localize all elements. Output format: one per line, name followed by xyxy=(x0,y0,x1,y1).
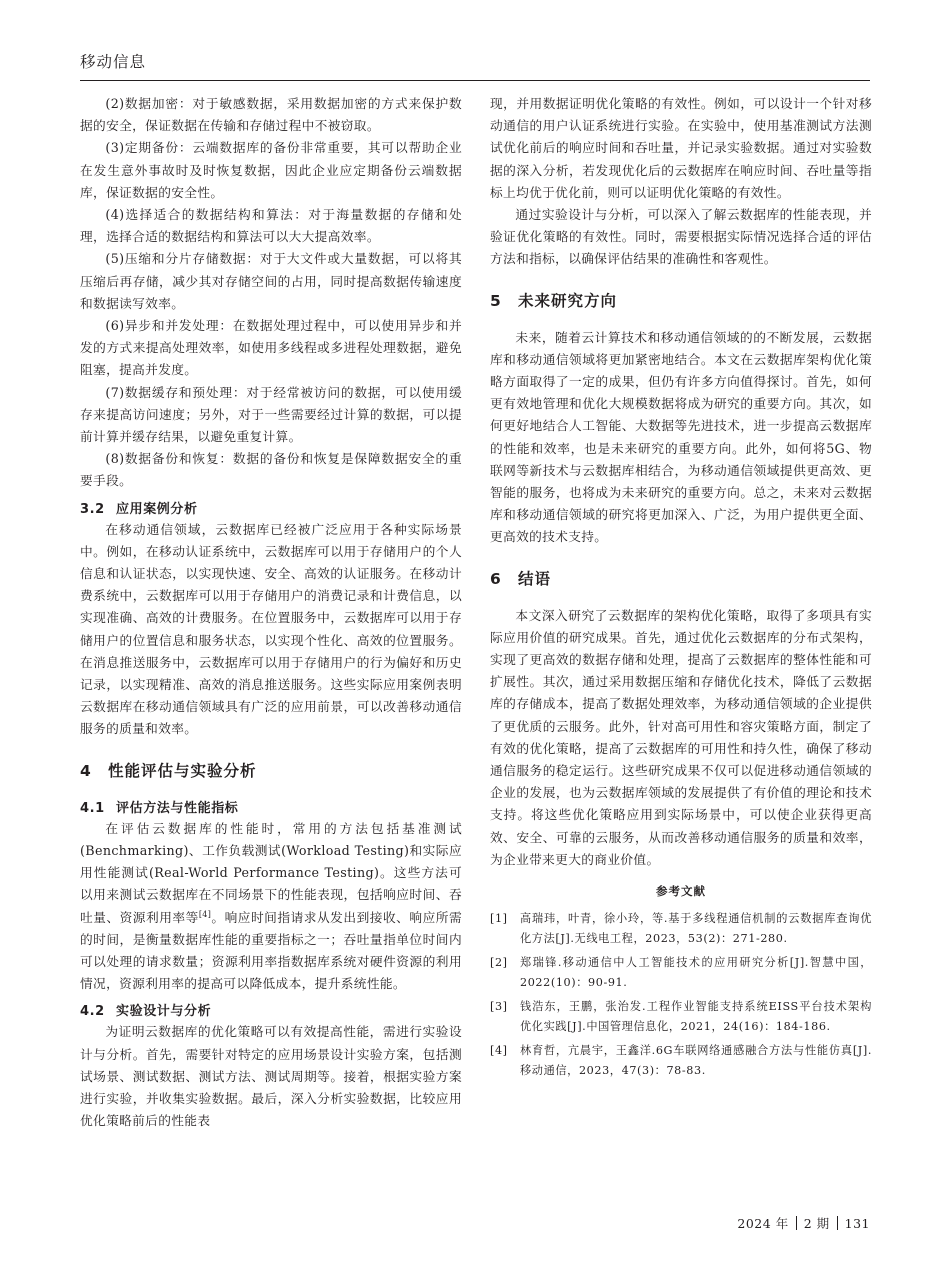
reference-text: 高瑞玮，叶青，徐小玲，等.基于多线程通信机制的云数据库查询优化方法[J].无线电工程，2023，53(2)：271-280. xyxy=(520,912,872,946)
paragraph-conclusion: 本文深入研究了云数据库的架构优化策略，取得了多项具有实际应用价值的研究成果。首先，通过优化云数据库的分布式架构，实现了更高效的数据存储和处理，提高了云数据库的整体性能和可扩展性。其次，通过采用数据压缩和存储优化技术，降低了云数据库的存储成本，提高了数据处理效率，为移动通信领域的企业提供了更优质的云服务。此外，针对高可用性和容灾策略方面，制定了有效的优化策略，提高了云数据库的可用性和持久性，确保了移动通信服务的稳定运行。这些研究成果不仅可以促进移动通信领域的企业的发展，也为云数据库领域的发展提供了有价值的理论和技术支持。将这些优化策略应用到实际场景中，可以使企业获得更高效、安全、可靠的云服务，从而改善移动通信服务的质量和效率，为企业带来更大的商业价值。 xyxy=(490,607,872,867)
section-6-number: 6 xyxy=(490,569,502,588)
paragraph-data-structures: (4)选择适合的数据结构和算法：对于海量数据的存储和处理，选择合适的数据结构和算法可以大大提高效率。 xyxy=(80,207,462,245)
paragraph-data-encryption: (2)数据加密：对于敏感数据，采用数据加密的方式来保护数据的安全，保证数据在传输和存储过程中不被窃取。 xyxy=(80,96,462,134)
reference-number: [2] xyxy=(490,956,508,970)
section-5-heading xyxy=(490,289,872,311)
journal-name: 移动信息 xyxy=(80,53,147,71)
page-footer xyxy=(737,1214,870,1232)
paragraph-regular-backup: (3)定期备份：云端数据库的备份非常重要，其可以帮助企业在发生意外事故时及时恢复数据，因此企业应定期备份云端数据库，保证数据的安全性。 xyxy=(80,140,462,200)
paragraph-future-research: 未来，随着云计算技术和移动通信领域的的不断发展，云数据库和移动通信领域将更加紧密地结合。本文在云数据库架构优化策略方面取得了一定的成果，但仍有许多方向值得探讨。首先，如何更有效地管理和优化大规模数据将成为研究的重要方向。其次，如何更好地结合人工智能、大数据等先进技术，进一步提高云数据库的性能和效率，也是未来研究的重要方向。此外，如何将5G、物联网等新技术与云数据库相结合，为移动通信领域提供更高效、更智能的服务，也将成为未来研究的重要方向。总之，未来对云数据库和移动通信领域的研究将更加深入、广泛，为用户提供更全面、更高效的技术支持。 xyxy=(490,329,872,545)
references-heading: 参考文献 xyxy=(656,884,706,899)
paragraph-evaluation-methods xyxy=(80,818,462,996)
paragraph-backup-restore: (8)数据备份和恢复：数据的备份和恢复是保障数据安全的重要手段。 xyxy=(80,451,462,489)
footer-issue: 2 期 xyxy=(803,1216,830,1231)
evaluation-text-a: 在评估云数据库的性能时，常用的方法包括基准测试(Benchmarking)、工作负载测试(Workload Testing)和实际应用性能测试(Real-World Performance Testing)。这些方法可以用来测试云数据库在不同场景下的性能表现，包括响应时间、吞吐量、资源利用率等 xyxy=(80,820,462,925)
right-column xyxy=(490,93,872,1085)
section-4-1-number: 4.1 xyxy=(80,800,105,816)
reference-text: 钱浩东，王鹏，张治发.工程作业智能支持系统EISS平台技术架构优化实践[J].中国管理信息化，2021，24(16)：184-186. xyxy=(520,1000,872,1034)
footer-year: 2024 年 xyxy=(737,1216,789,1231)
reference-item xyxy=(490,997,872,1037)
section-4-1-heading xyxy=(80,797,462,816)
reference-item xyxy=(490,953,872,993)
left-column xyxy=(80,93,462,1132)
section-3-2-title: 应用案例分析 xyxy=(116,501,198,517)
citation-4: [4] xyxy=(198,909,212,919)
section-5-title: 未来研究方向 xyxy=(518,291,618,310)
paragraph-experiment-design: 为证明云数据库的优化策略可以有效提高性能，需进行实验设计与分析。首先，需要针对特定的应用场景设计实验方案，包括测试场景、测试数据、测试方法、测试周期等。接着，根据实验方案进行实验，并收集实验数据。最后，深入分析实验数据，比较应用优化策略前后的性能表 xyxy=(80,1024,462,1129)
section-4-heading xyxy=(80,759,462,781)
section-5-number: 5 xyxy=(490,291,502,310)
section-6-heading xyxy=(490,567,872,589)
section-4-2-heading xyxy=(80,1000,462,1019)
page-number: 131 xyxy=(844,1216,870,1231)
paragraph-compression-sharding: (5)压缩和分片存储数据：对于大文件或大量数据，可以将其压缩后再存储，减少其对存储空间的占用，同时提高数据传输速度和数据读写效率。 xyxy=(80,251,462,311)
reference-number: [1] xyxy=(490,912,508,926)
paragraph-async-concurrency: (6)异步和并发处理：在数据处理过程中，可以使用异步和并发的方式来提高处理效率，如使用多线程或多进程处理数据，避免阻塞，提高并发度。 xyxy=(80,318,462,378)
reference-text: 郑瑞锋.移动通信中人工智能技术的应用研究分析[J].智慧中国，2022(10)：90-91. xyxy=(520,956,872,990)
header-rule xyxy=(80,80,870,81)
section-4-2-number: 4.2 xyxy=(80,1004,105,1020)
section-4-title: 性能评估与实验分析 xyxy=(108,761,257,780)
reference-item xyxy=(490,1041,872,1081)
paragraph-experiment-summary: 通过实验设计与分析，可以深入了解云数据库的性能表现，并验证优化策略的有效性。同时，需要根据实际情况选择合适的评估方法和指标，以确保评估结果的准确性和客观性。 xyxy=(490,207,872,267)
paragraph-experiment-continued: 现，并用数据证明优化策略的有效性。例如，可以设计一个针对移动通信的用户认证系统进行实验。在实验中，使用基准测试方法测试优化前后的响应时间和吞吐量，并记录实验数据。通过对实验数据的深入分析，若发现优化后的云数据库在响应时间、吞吐量等指标上均优于优化前，则可以证明优化策略的有效性。 xyxy=(490,96,872,200)
section-3-2-heading xyxy=(80,498,462,517)
section-6-title: 结语 xyxy=(518,569,552,588)
section-3-2-number: 3.2 xyxy=(80,501,105,517)
reference-text: 林育哲，亢晨宇，王鑫洋.6G车联网络通感融合方法与性能仿真[J].移动通信，2023，47(3)：78-83. xyxy=(520,1044,872,1078)
footer-separator xyxy=(837,1216,838,1230)
reference-item xyxy=(490,909,872,949)
reference-number: [3] xyxy=(490,1000,508,1014)
evaluation-text-b: 。响应时间指请求从发出到接收、响应所需的时间，是衡量数据库性能的重要指标之一；吞吐量指单位时间内可以处理的请求数量；资源利用率指数据库系统对硬件资源的利用情况，资源利用率的提高可以降低成本，提升系统性能。 xyxy=(80,909,462,992)
section-4-1-title: 评估方法与性能指标 xyxy=(116,800,239,816)
section-4-number: 4 xyxy=(80,761,92,780)
paragraph-application-cases: 在移动通信领域，云数据库已经被广泛应用于各种实际场景中。例如，在移动认证系统中，云数据库可以用于存储用户的个人信息和认证状态，以实现快速、安全、高效的认证服务。在移动计费系统中，云数据库可以用于存储用户的消费记录和计费信息，以实现准确、高效的计费服务。在位置服务中，云数据库可以用于存储用户的位置信息和服务状态，以实现个性化、高效的位置服务。在消息推送服务中，云数据库可以用于存储用户的行为偏好和历史记录，以实现精准、高效的消息推送服务。这些实际应用案例表明云数据库在移动通信领域具有广泛的应用前景，可以改善移动通信服务的质量和效率。 xyxy=(80,521,462,737)
section-4-2-title: 实验设计与分析 xyxy=(116,1004,212,1020)
footer-separator xyxy=(796,1216,797,1230)
reference-number: [4] xyxy=(490,1044,508,1058)
paragraph-caching: (7)数据缓存和预处理：对于经常被访问的数据，可以使用缓存来提高访问速度；另外，对于一些需要经过计算的数据，可以提前计算并缓存结果，以避免重复计算。 xyxy=(80,384,462,445)
